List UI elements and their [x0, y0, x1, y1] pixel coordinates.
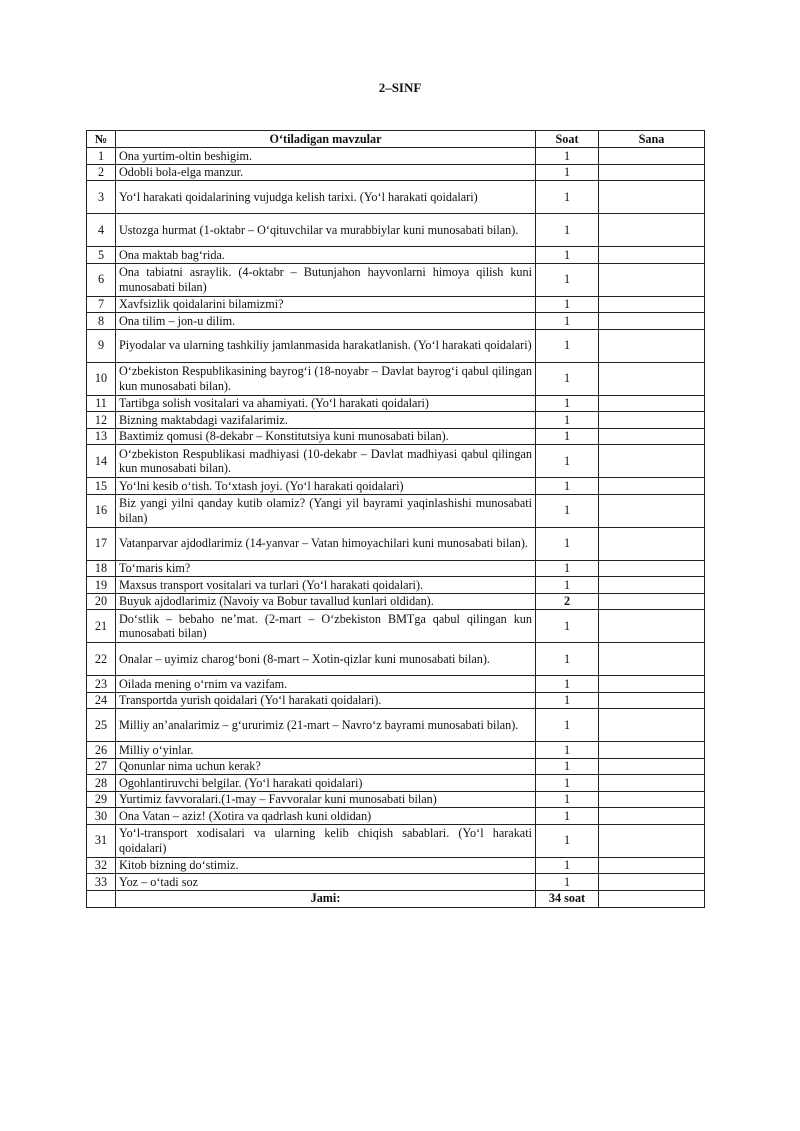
header-num: № — [87, 131, 116, 148]
row-number: 1 — [87, 148, 116, 165]
row-hours: 1 — [536, 296, 599, 313]
row-number: 9 — [87, 329, 116, 362]
row-date — [599, 593, 705, 610]
lesson-plan-table — [86, 130, 705, 908]
row-date — [599, 692, 705, 709]
table-row — [87, 577, 705, 594]
row-date — [599, 857, 705, 874]
row-topic: Piyodalar va ularning tashkiliy jamlanmasida harakatlanish. (Yo‘l harakati qoidalari) — [116, 329, 536, 362]
row-hours: 1 — [536, 181, 599, 214]
row-date — [599, 808, 705, 825]
row-hours: 1 — [536, 560, 599, 577]
table-row — [87, 643, 705, 676]
row-date — [599, 758, 705, 775]
row-topic: Ona tabiatni asraylik. (4-oktabr – Butunjahon hayvonlarni himoya qilish kuni munosabati bilan) — [116, 263, 536, 296]
row-number: 26 — [87, 742, 116, 759]
row-hours: 1 — [536, 164, 599, 181]
row-topic: Ona Vatan – aziz! (Xotira va qadrlash kuni oldidan) — [116, 808, 536, 825]
table-row — [87, 676, 705, 693]
table-row — [87, 593, 705, 610]
row-date — [599, 164, 705, 181]
row-hours: 2 — [536, 593, 599, 610]
row-date — [599, 824, 705, 857]
row-hours: 1 — [536, 758, 599, 775]
row-hours: 1 — [536, 577, 599, 594]
table-row — [87, 362, 705, 395]
row-topic: Yoz – o‘tadi soz — [116, 874, 536, 891]
table-row — [87, 247, 705, 264]
row-topic: Maxsus transport vositalari va turlari (Yo‘l harakati qoidalari). — [116, 577, 536, 594]
row-number: 33 — [87, 874, 116, 891]
row-number: 4 — [87, 214, 116, 247]
row-date — [599, 577, 705, 594]
table-row — [87, 775, 705, 792]
row-date — [599, 791, 705, 808]
row-date — [599, 478, 705, 495]
table-row — [87, 742, 705, 759]
row-hours: 1 — [536, 527, 599, 560]
row-date — [599, 610, 705, 643]
row-hours: 1 — [536, 676, 599, 693]
row-hours: 1 — [536, 395, 599, 412]
row-date — [599, 181, 705, 214]
row-number: 19 — [87, 577, 116, 594]
row-hours: 1 — [536, 494, 599, 527]
table-row — [87, 709, 705, 742]
table-row — [87, 791, 705, 808]
row-date — [599, 395, 705, 412]
row-hours: 1 — [536, 857, 599, 874]
row-hours: 1 — [536, 329, 599, 362]
row-topic: Buyuk ajdodlarimiz (Navoiy va Bobur tavallud kunlari oldidan). — [116, 593, 536, 610]
row-date — [599, 428, 705, 445]
row-date — [599, 709, 705, 742]
row-topic: Ona yurtim-oltin beshigim. — [116, 148, 536, 165]
row-hours: 1 — [536, 742, 599, 759]
row-hours: 1 — [536, 214, 599, 247]
row-number: 10 — [87, 362, 116, 395]
table-header-row — [87, 131, 705, 148]
row-number: 25 — [87, 709, 116, 742]
row-topic: Ustozga hurmat (1-oktabr – O‘qituvchilar va murabbiylar kuni munosabati bilan). — [116, 214, 536, 247]
row-topic: Ona tilim – jon-u dilim. — [116, 313, 536, 330]
table-row — [87, 692, 705, 709]
row-date — [599, 676, 705, 693]
row-topic: Do‘stlik – bebaho ne’mat. (2-mart – O‘zbekiston BMTga qabul qilingan kun munosabati bilan) — [116, 610, 536, 643]
total-hours: 34 soat — [536, 890, 599, 907]
row-date — [599, 329, 705, 362]
row-date — [599, 296, 705, 313]
row-topic: Kitob bizning do‘stimiz. — [116, 857, 536, 874]
total-date-cell — [599, 890, 705, 907]
row-number: 29 — [87, 791, 116, 808]
table-row — [87, 478, 705, 495]
row-hours: 1 — [536, 428, 599, 445]
row-number: 11 — [87, 395, 116, 412]
row-number: 16 — [87, 494, 116, 527]
row-date — [599, 412, 705, 429]
row-hours: 1 — [536, 247, 599, 264]
row-hours: 1 — [536, 709, 599, 742]
row-date — [599, 362, 705, 395]
row-hours: 1 — [536, 445, 599, 478]
row-number: 3 — [87, 181, 116, 214]
row-number: 24 — [87, 692, 116, 709]
row-date — [599, 560, 705, 577]
row-date — [599, 643, 705, 676]
total-label: Jami: — [116, 890, 536, 907]
row-topic: Yurtimiz favvoralari.(1-may – Favvoralar kuni munosabati bilan) — [116, 791, 536, 808]
table-row — [87, 874, 705, 891]
row-hours: 1 — [536, 313, 599, 330]
row-topic: Yo‘l-transport xodisalari va ularning kelib chiqish sabablari. (Yo‘l harakati qoidalari) — [116, 824, 536, 857]
row-topic: To‘maris kim? — [116, 560, 536, 577]
row-topic: Ogohlantiruvchi belgilar. (Yo‘l harakati qoidalari) — [116, 775, 536, 792]
table-body — [87, 148, 705, 891]
row-topic: Vatanparvar ajdodlarimiz (14-yanvar – Vatan himoyachilari kuni munosabati bilan). — [116, 527, 536, 560]
row-topic: Yo‘l harakati qoidalarining vujudga kelish tarixi. (Yo‘l harakati qoidalari) — [116, 181, 536, 214]
row-hours: 1 — [536, 610, 599, 643]
table-row — [87, 428, 705, 445]
row-date — [599, 742, 705, 759]
row-number: 14 — [87, 445, 116, 478]
total-row — [87, 890, 705, 907]
row-topic: Oilada mening o‘rnim va vazifam. — [116, 676, 536, 693]
row-topic: Tartibga solish vositalari va ahamiyati. (Yo‘l harakati qoidalari) — [116, 395, 536, 412]
row-number: 18 — [87, 560, 116, 577]
table-row — [87, 263, 705, 296]
row-number: 32 — [87, 857, 116, 874]
row-date — [599, 775, 705, 792]
row-topic: Qonunlar nima uchun kerak? — [116, 758, 536, 775]
row-number: 27 — [87, 758, 116, 775]
row-number: 12 — [87, 412, 116, 429]
row-hours: 1 — [536, 148, 599, 165]
table-row — [87, 329, 705, 362]
row-number: 13 — [87, 428, 116, 445]
row-topic: Yo‘lni kesib o‘tish. To‘xtash joyi. (Yo‘l harakati qoidalari) — [116, 478, 536, 495]
row-date — [599, 527, 705, 560]
row-topic: Biz yangi yilni qanday kutib olamiz? (Yangi yil bayrami yaqinlashishi munosabati bilan) — [116, 494, 536, 527]
row-topic: O‘zbekiston Respublikasi madhiyasi (10-dekabr – Davlat madhiyasi qabul qilingan kun munosabati bilan). — [116, 445, 536, 478]
row-hours: 1 — [536, 643, 599, 676]
row-date — [599, 874, 705, 891]
table-row — [87, 494, 705, 527]
row-number: 17 — [87, 527, 116, 560]
row-date — [599, 247, 705, 264]
table-row — [87, 824, 705, 857]
table-row — [87, 758, 705, 775]
row-hours: 1 — [536, 263, 599, 296]
row-topic: O‘zbekiston Respublikasining bayrog‘i (18-noyabr – Davlat bayrog‘i qabul qilingan kun munosabati bilan). — [116, 362, 536, 395]
total-num-cell — [87, 890, 116, 907]
table-row — [87, 164, 705, 181]
row-number: 15 — [87, 478, 116, 495]
table-row — [87, 412, 705, 429]
row-date — [599, 148, 705, 165]
row-number: 23 — [87, 676, 116, 693]
row-number: 2 — [87, 164, 116, 181]
row-number: 30 — [87, 808, 116, 825]
table-row — [87, 148, 705, 165]
row-hours: 1 — [536, 412, 599, 429]
row-topic: Odobli bola-elga manzur. — [116, 164, 536, 181]
table-row — [87, 395, 705, 412]
row-topic: Milliy an’analarimiz – g‘ururimiz (21-mart – Navro‘z bayrami munosabati bilan). — [116, 709, 536, 742]
row-hours: 1 — [536, 791, 599, 808]
row-date — [599, 313, 705, 330]
row-topic: Bizning maktabdagi vazifalarimiz. — [116, 412, 536, 429]
row-hours: 1 — [536, 874, 599, 891]
table-row — [87, 808, 705, 825]
header-date: Sana — [599, 131, 705, 148]
row-date — [599, 494, 705, 527]
row-number: 20 — [87, 593, 116, 610]
row-number: 31 — [87, 824, 116, 857]
row-date — [599, 445, 705, 478]
table-row — [87, 313, 705, 330]
table-row — [87, 527, 705, 560]
row-hours: 1 — [536, 362, 599, 395]
row-number: 8 — [87, 313, 116, 330]
row-hours: 1 — [536, 824, 599, 857]
table-row — [87, 857, 705, 874]
table-row — [87, 296, 705, 313]
row-date — [599, 214, 705, 247]
row-number: 22 — [87, 643, 116, 676]
row-number: 6 — [87, 263, 116, 296]
row-number: 7 — [87, 296, 116, 313]
header-topic: O‘tiladigan mavzular — [116, 131, 536, 148]
row-hours: 1 — [536, 775, 599, 792]
row-topic: Onalar – uyimiz charog‘boni (8-mart – Xotin-qizlar kuni munosabati bilan). — [116, 643, 536, 676]
row-date — [599, 263, 705, 296]
table-row — [87, 181, 705, 214]
row-topic: Ona maktab bag‘rida. — [116, 247, 536, 264]
row-number: 28 — [87, 775, 116, 792]
row-number: 21 — [87, 610, 116, 643]
row-topic: Milliy o‘yinlar. — [116, 742, 536, 759]
table-row — [87, 610, 705, 643]
table-row — [87, 560, 705, 577]
row-topic: Xavfsizlik qoidalarini bilamizmi? — [116, 296, 536, 313]
row-hours: 1 — [536, 478, 599, 495]
row-hours: 1 — [536, 692, 599, 709]
table-row — [87, 214, 705, 247]
table-row — [87, 445, 705, 478]
page-title: 2–SINF — [378, 80, 422, 95]
row-topic: Baxtimiz qomusi (8-dekabr – Konstitutsiya kuni munosabati bilan). — [116, 428, 536, 445]
row-number: 5 — [87, 247, 116, 264]
row-hours: 1 — [536, 808, 599, 825]
row-topic: Transportda yurish qoidalari (Yo‘l harakati qoidalari). — [116, 692, 536, 709]
header-hours: Soat — [536, 131, 599, 148]
